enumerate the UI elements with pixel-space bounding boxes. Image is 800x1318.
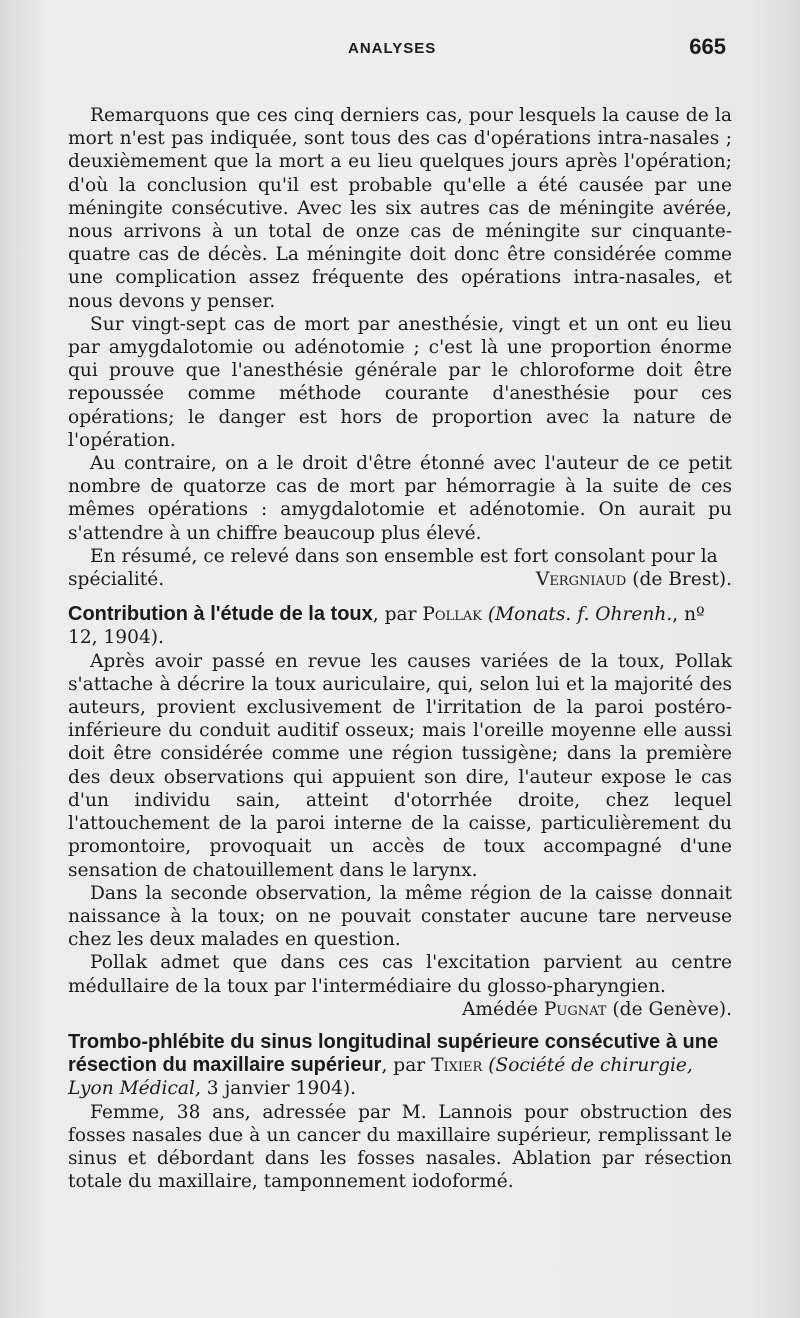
article-par: , par [372, 604, 417, 626]
article-author: Tixier [431, 1055, 483, 1077]
article-source-rest: , nº 12, 1904). [68, 604, 705, 649]
signature-first-name: Amédée [462, 998, 538, 1020]
paragraph: Après avoir passé en revue les causes variées de la toux, Pollak s'attache à décrire la toux auriculaire, qui, selon lui et la majorité des auteurs, provient exclusivement de l'irritation de la paroi postéro-inférieure du conduit auditif osseux; mais l'oreille moyenne elle aussi doit être considérée comme une région tussigène; dans la première des deux observations qui appuient son dire, l'auteur expose le cas d'un individu sain, atteint d'otorrhée droite, chez lequel l'attouchement de la paroi interne de la caisse, particulièrement du promontoire, provoquait un accès de toux accompagné d'une sensation de chatouillement dans le larynx. [68, 650, 732, 881]
paragraph: Dans la seconde observation, la même région de la caisse donnait naissance à la toux; on ne pouvait constater aucune tare nerveuse chez les deux malades en question. [68, 882, 732, 951]
paragraph: Sur vingt-sept cas de mort par anesthésie, vingt et un ont eu lieu par amygdalotomie ou adénotomie ; c'est là une proportion énorme qui prouve que l'anesthésie générale par le chloroforme doit être repoussée comme méthode courante d'anesthésie pour ces opérations; le danger est hors de proportion avec la nature de l'opération. [68, 313, 732, 451]
article-source: (Société de chirurgie, Lyon Médical, [68, 1055, 693, 1100]
signature-name: Pugnat [543, 998, 607, 1020]
running-title: ANALYSES [348, 40, 437, 57]
paragraph: Pollak admet que dans ces cas l'excitation parvient au centre médullaire de la toux par l'intermédiaire du glosso-pharyngien. [68, 952, 732, 997]
page-header [68, 34, 726, 70]
article-source-rest: 3 janvier 1904). [200, 1078, 357, 1100]
article-author: Pollak [422, 604, 482, 626]
signature-line [68, 568, 732, 591]
signature [68, 998, 732, 1021]
paragraph-end: spécialité. [68, 569, 165, 591]
signature [536, 568, 732, 591]
article-heading [68, 603, 732, 649]
article-title: Trombo-phlébite du sinus longitudinal supérieure consécutive à une résection du maxillaire supérieur [68, 1030, 719, 1077]
paragraph: Au contraire, on a le droit d'être étonné avec l'auteur de ce petit nombre de quatorze cas de mort par hémorragie à la suite de ces mêmes opérations : amygdalotomie et adénotomie. On aurait pu s'attendre à un chiffre beaucoup plus élevé. [68, 453, 732, 544]
signature-place: (de Brest). [632, 569, 732, 591]
page-number: 665 [689, 34, 726, 59]
page-body [68, 104, 732, 1193]
article-title: Contribution à l'étude de la toux [68, 603, 373, 626]
signature-name: Vergniaud [535, 569, 627, 591]
paragraph: En résumé, ce relevé dans son ensemble est fort consolant pour la [90, 545, 718, 567]
signature-place: (de Genève). [612, 998, 732, 1020]
article-heading [68, 1031, 732, 1101]
paragraph: Femme, 38 ans, adressée par M. Lannois pour obstruction des fosses nasales due à un cancer du maxillaire supérieur, remplissant le sinus et débordant dans les fosses nasales. Ablation par résection totale du maxillaire, tamponnement iodoformé. [68, 1101, 732, 1193]
article-source: (Monats. f. Ohrenh. [487, 604, 673, 626]
article-par: , par [381, 1055, 426, 1077]
paragraph: Remarquons que ces cinq derniers cas, pour lesquels la cause de la mort n'est pas indiquée, sont tous des cas d'opérations intra-nasales ; deuxièmement que la mort a eu lieu quelques jours après l'opération; d'où la conclusion qu'il est probable qu'elle a été causée par une méningite consécutive. Avec les six autres cas de méningite avérée, nous arrivons à un total de onze cas de méningite sur cinquante-quatre cas de décès. La méningite doit donc être considérée comme une complication assez fréquente des opérations intra-nasales, et nous devons y penser. [68, 105, 732, 312]
